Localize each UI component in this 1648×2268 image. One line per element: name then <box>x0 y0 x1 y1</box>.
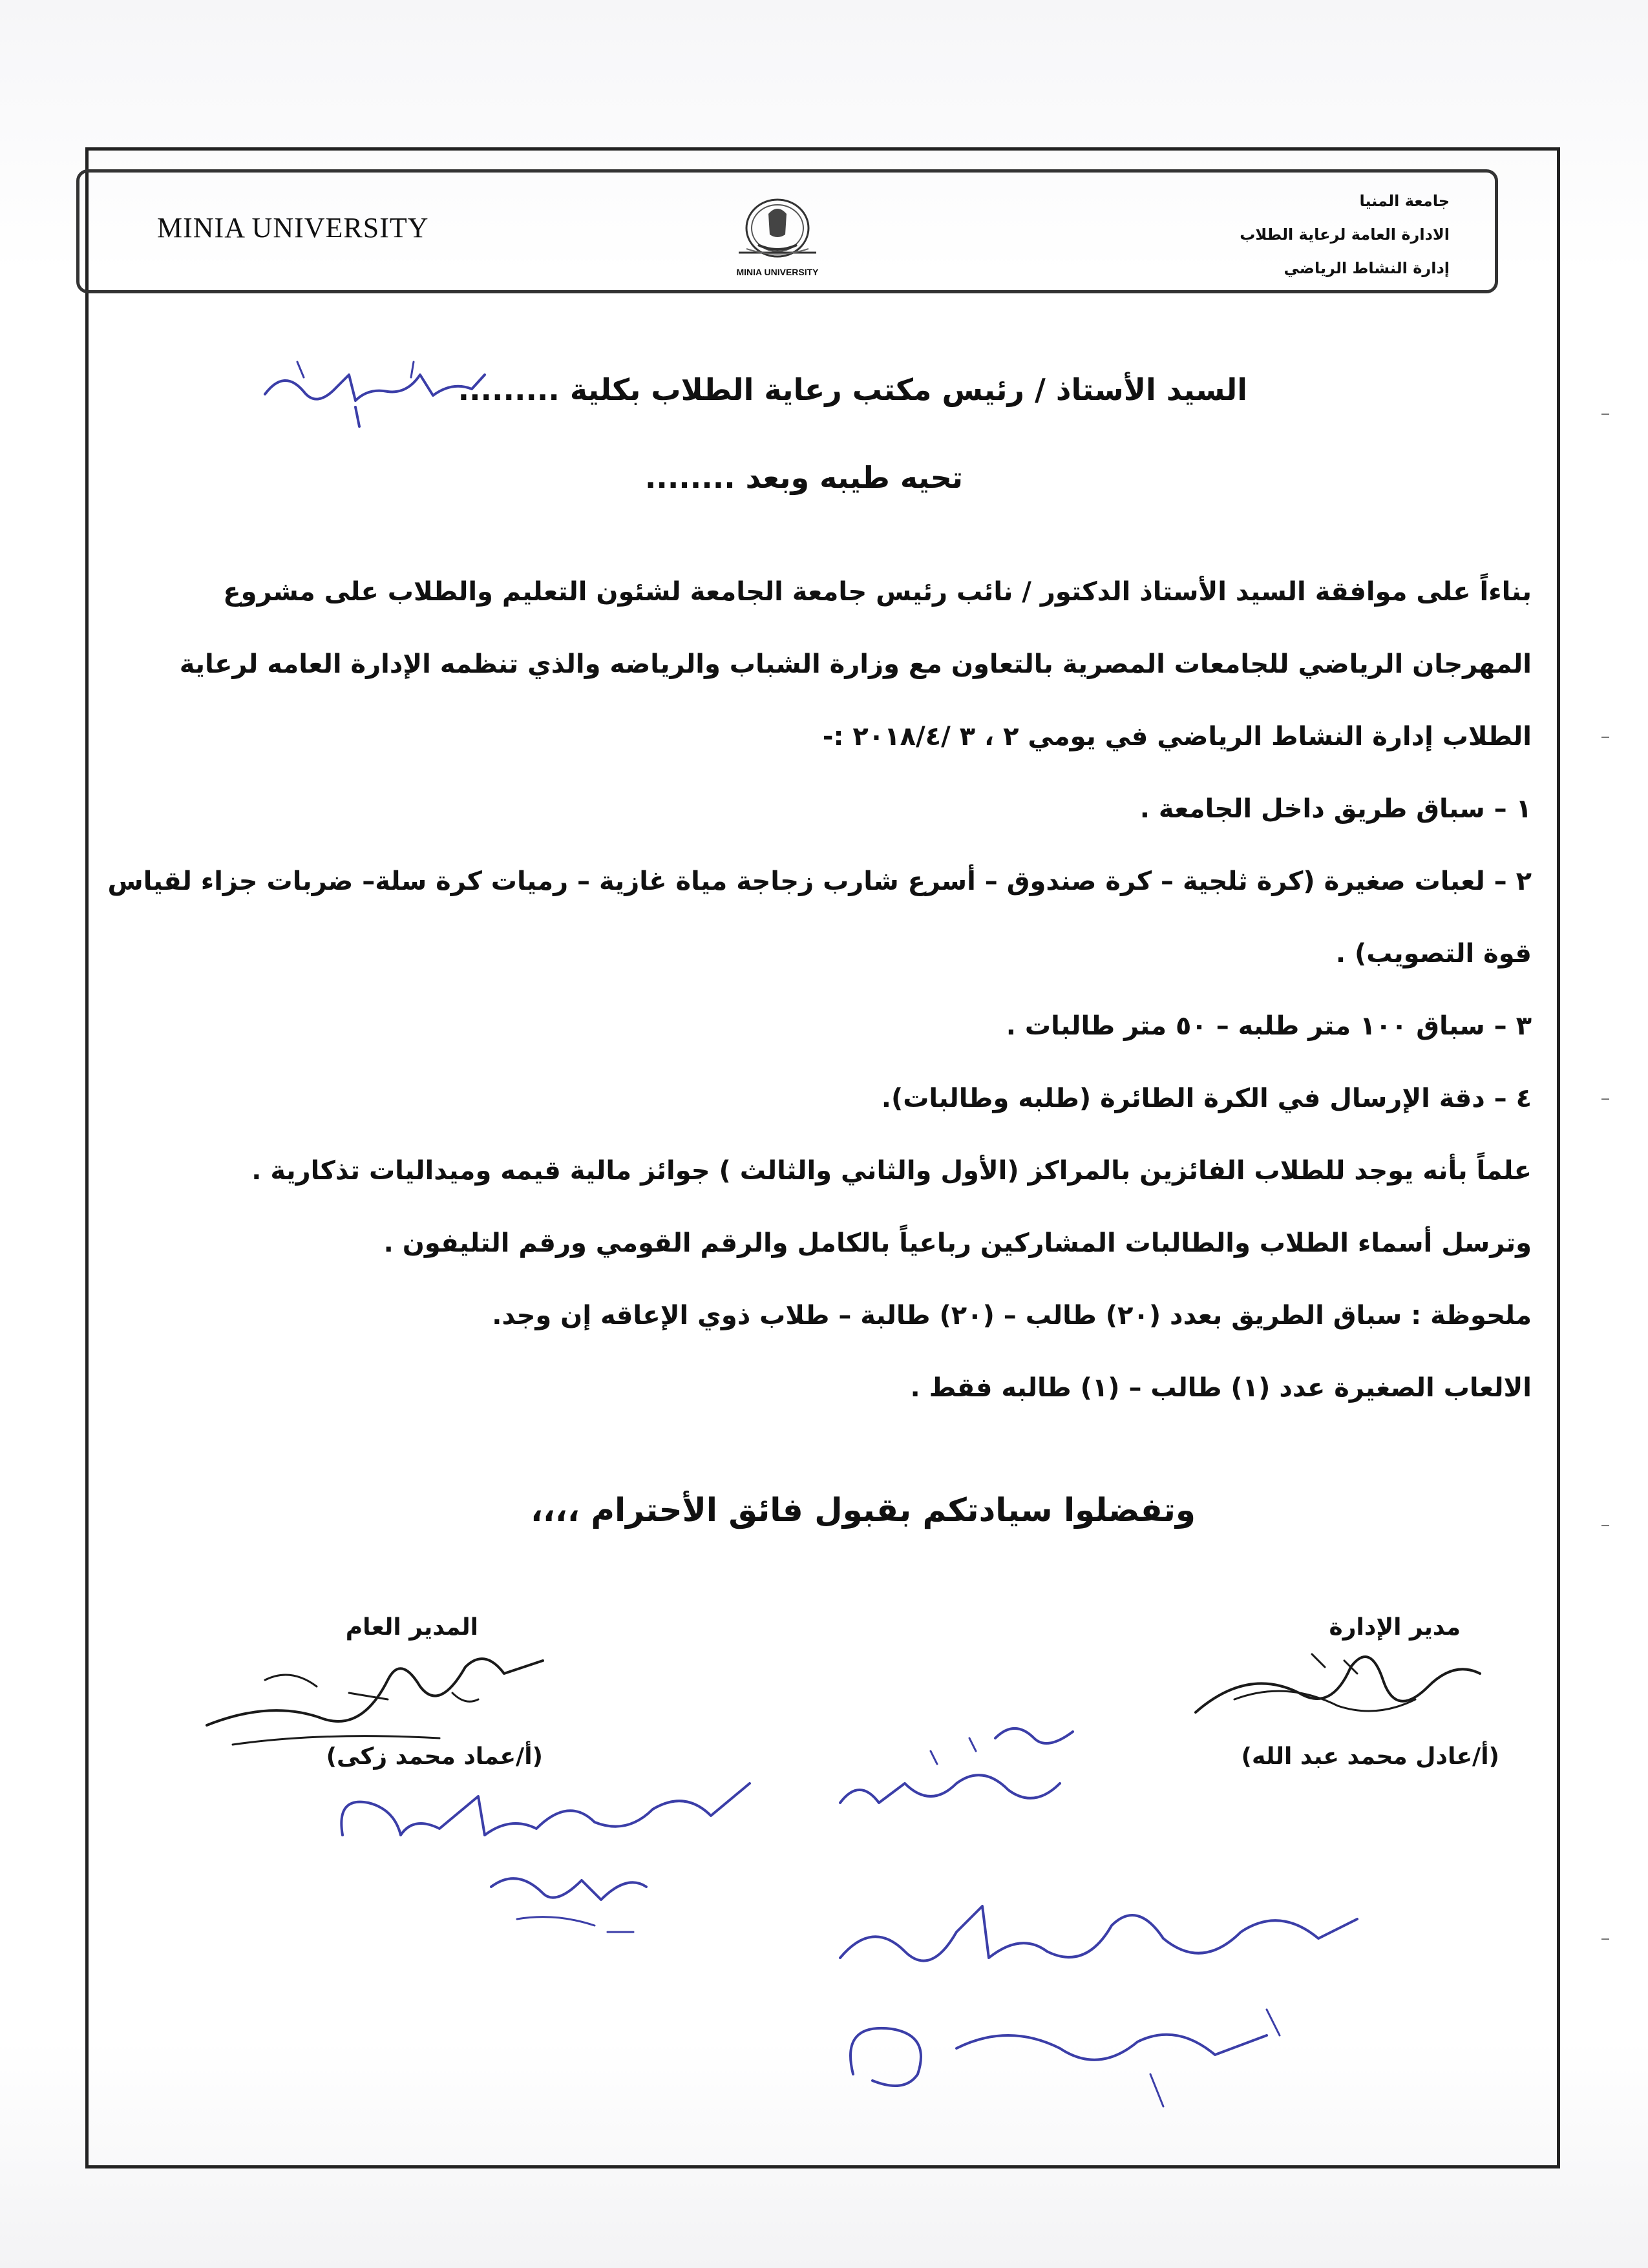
intro-paragraph: بناءاً على موافقة السيد الأستاذ الدكتور / نائب رئيس جامعة الجامعة لشئون التعليم والطلاب على مشروع المهرجان الرياضي للجامعات المصرية بالتعاون مع وزارة الشباب والرياضه والذي تنظمه الإدارة العامه لرعاية الطلاب إدارة النشاط الرياضي في يومي ٢ ، ٣ /٢٠١٨/٤ :- <box>179 577 1532 751</box>
general-manager-signature <box>194 1641 556 1758</box>
margin-mark <box>1601 414 1609 415</box>
handwritten-faculty-annotation <box>259 349 491 433</box>
header-line-department: إدارة النشاط الرياضي <box>1284 259 1450 277</box>
item-volleyball-serve: ٤ – دقة الإرسال في الكرة الطائرة (طلبه وطالبات). <box>881 1084 1532 1113</box>
closing-line: وتفضلوا سيادتكم بقبول فائق الأحترام ،،،، <box>530 1491 1196 1529</box>
university-name-english: MINIA UNIVERSITY <box>157 212 429 244</box>
general-manager-name: (أ/عماد محمد زكى) <box>326 1743 543 1770</box>
handwritten-approval-note-right <box>801 1712 1099 1842</box>
salutation: السيد الأستاذ / رئيس مكتب رعاية الطلاب بكلية ......... <box>458 372 1247 407</box>
header-line-university: جامعة المنيا <box>1359 192 1450 210</box>
department-manager-name: (أ/عادل محمد عبد الله) <box>1241 1743 1499 1770</box>
margin-mark <box>1601 1938 1609 1940</box>
header-line-administration: الادارة العامة لرعاية الطلاب <box>1240 226 1450 244</box>
margin-mark <box>1601 1098 1609 1100</box>
letterhead <box>76 169 1498 293</box>
prizes-note: علماً بأنه يوجد للطلاب الفائزين بالمراكز (الأول والثاني والثالث ) جوائز مالية قيمه وميداليات تذكارية . <box>251 1156 1532 1186</box>
department-manager-title: مدير الإدارة <box>1329 1614 1461 1641</box>
margin-mark <box>1601 1525 1609 1526</box>
item-sprint-race: ٣ – سباق ١٠٠ متر طلبه – ٥٠ متر طالبات . <box>1006 1011 1532 1041</box>
department-manager-signature <box>1183 1641 1493 1738</box>
greeting: تحيه طيبه وبعد ........ <box>644 460 963 495</box>
margin-mark <box>1601 737 1609 738</box>
participants-note: ملحوظة : سباق الطريق بعدد (٢٠) طالب – (٢٠) طالبة – طلاب ذوي الإعاقه إن وجد. <box>492 1301 1532 1330</box>
university-logo <box>713 194 842 278</box>
handwritten-sports-care-note <box>814 1880 1396 2126</box>
general-manager-title: المدير العام <box>345 1614 478 1641</box>
university-name-arabic <box>1049 184 1450 285</box>
item-road-race: ١ – سباق طريق داخل الجامعة . <box>1139 794 1532 824</box>
handwritten-approval-note-left <box>323 1758 814 1951</box>
letter-body <box>97 556 1532 1424</box>
logo-emblem-icon <box>713 194 842 266</box>
item-small-games: ٢ – لعبات صغيرة (كرة ثلجية – كرة صندوق – أسرع شارب زجاجة مياة غازية – رميات كرة سلة– ضربات جزاء لقياس قوة التصويب) . <box>107 866 1532 969</box>
logo-caption: MINIA UNIVERSITY <box>736 267 819 277</box>
small-games-note: الالعاب الصغيرة عدد (١) طالب – (١) طالبه فقط . <box>910 1373 1532 1403</box>
names-note: وترسل أسماء الطلاب والطالبات المشاركين رباعياً بالكامل والرقم القومي ورقم التليفون . <box>383 1228 1532 1258</box>
